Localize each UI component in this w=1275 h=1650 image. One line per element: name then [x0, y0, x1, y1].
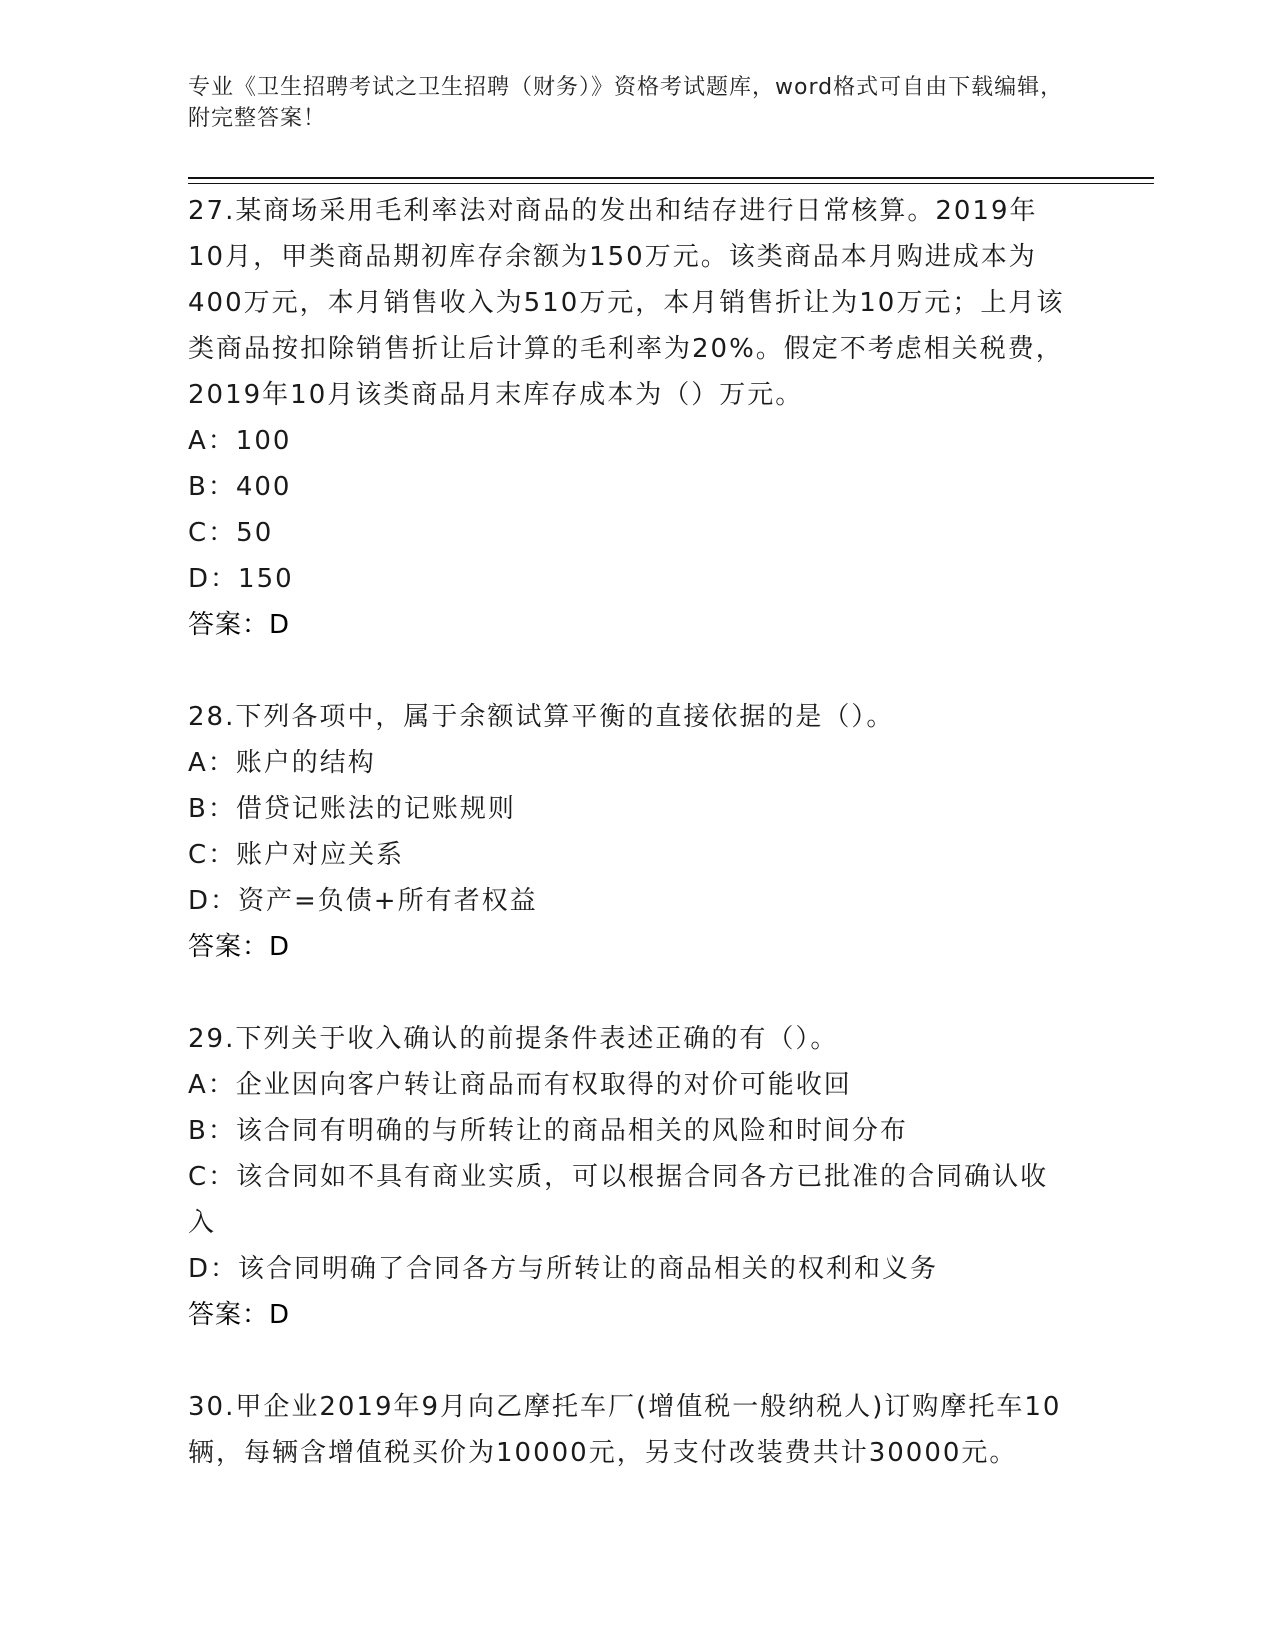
option-b: B：400 — [188, 472, 292, 502]
spacer — [188, 648, 1068, 694]
option-b: B：该合同有明确的与所转让的商品相关的风险和时间分布 — [188, 1116, 908, 1146]
option-d: D：该合同明确了合同各方与所转让的商品相关的权利和义务 — [188, 1254, 939, 1284]
question-27 — [188, 188, 1068, 648]
question-stem: 29.下列关于收入确认的前提条件表述正确的有（）。 — [188, 1024, 839, 1054]
answer-line: 答案：D — [188, 610, 291, 640]
option-b: B：借贷记账法的记账规则 — [188, 794, 516, 824]
question-30 — [188, 1384, 1068, 1476]
option-d: D：150 — [188, 564, 294, 594]
question-28 — [188, 694, 1068, 970]
answer-line: 答案：D — [188, 1300, 291, 1330]
question-list — [188, 188, 1068, 1476]
header-divider-thin — [188, 183, 1154, 184]
question-stem: 30.甲企业2019年9月向乙摩托车厂(增值税一般纳税人)订购摩托车10辆，每辆含增值税买价为10000元，另支付改装费共计30000元。 — [188, 1392, 1062, 1468]
option-c: C：50 — [188, 518, 274, 548]
question-29 — [188, 1016, 1068, 1338]
spacer — [188, 970, 1068, 1016]
option-a: A：企业因向客户转让商品而有权取得的对价可能收回 — [188, 1070, 852, 1100]
document-header: 专业《卫生招聘考试之卫生招聘（财务）》资格考试题库，word格式可自由下载编辑，附完整答案！ — [188, 75, 1064, 131]
option-c: C：该合同如不具有商业实质，可以根据合同各方已批准的合同确认收入 — [188, 1162, 1049, 1238]
option-a: A：账户的结构 — [188, 748, 376, 778]
question-stem: 28.下列各项中，属于余额试算平衡的直接依据的是（）。 — [188, 702, 895, 732]
header-divider-thick — [188, 177, 1154, 179]
option-c: C：账户对应关系 — [188, 840, 405, 870]
spacer — [188, 1338, 1068, 1384]
answer-line: 答案：D — [188, 932, 291, 962]
option-d: D：资产=负债+所有者权益 — [188, 886, 538, 916]
question-stem: 27.某商场采用毛利率法对商品的发出和结存进行日常核算。2019年10月，甲类商品期初库存余额为150万元。该类商品本月购进成本为400万元，本月销售收入为510万元，本月销售折让为10万元；上月该类商品按扣除销售折让后计算的毛利率为20%。假定不考虑相关税费，2019年10月该类商品月末库存成本为（）万元。 — [188, 196, 1065, 410]
option-a: A：100 — [188, 426, 292, 456]
